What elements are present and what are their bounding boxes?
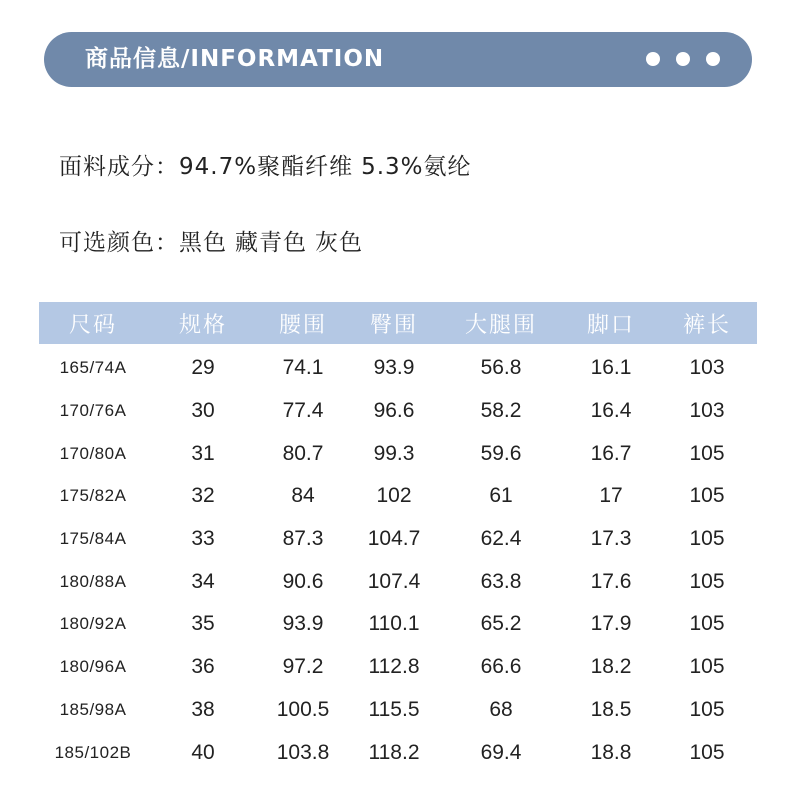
cell-length: 105 [689,441,725,465]
cell-size: 165/74A [59,358,127,378]
cell-thigh: 61 [489,484,513,508]
cell-waist: 90.6 [282,569,324,593]
cell-hip: 102 [376,484,412,508]
cell-size: 170/76A [59,401,127,421]
cell-leg-opening: 16.7 [590,441,632,465]
cell-spec: 33 [191,527,215,551]
cell-hip: 99.3 [373,441,415,465]
cell-spec: 34 [191,569,215,593]
cell-waist: 103.8 [276,740,330,764]
cell-hip: 110.1 [368,612,420,636]
table-row [39,731,757,774]
cell-leg-opening: 17.9 [590,612,632,636]
cell-spec: 40 [191,740,215,764]
dot-icon [706,52,720,66]
cell-spec: 31 [191,441,215,465]
cell-leg-opening: 17 [599,484,623,508]
cell-waist: 77.4 [282,399,324,423]
cell-spec: 30 [191,399,215,423]
cell-waist: 74.1 [282,356,324,380]
cell-size: 180/88A [59,571,127,591]
fabric-value-polyester: 94.7%聚酯纤维 [179,154,354,180]
cell-hip: 96.6 [373,399,415,423]
color-option: 藏青色 [235,230,307,256]
cell-leg-opening: 16.1 [590,356,632,380]
cell-spec: 38 [191,697,215,721]
dot-icon [646,52,660,66]
table-row [39,475,757,518]
cell-thigh: 66.6 [480,655,522,679]
cell-leg-opening: 17.3 [590,527,632,551]
cell-length: 103 [689,356,725,380]
cell-spec: 29 [191,356,215,380]
cell-thigh: 65.2 [480,612,522,636]
cell-thigh: 63.8 [480,569,522,593]
table-row [39,347,757,390]
table-row [39,432,757,475]
cell-leg-opening: 16.4 [590,399,632,423]
cell-thigh: 56.8 [480,356,522,380]
fabric-value-spandex: 5.3%氨纶 [361,154,472,180]
column-header-thigh: 大腿围 [464,312,537,338]
column-header-spec: 规格 [178,312,227,338]
banner-dots [646,52,720,66]
cell-size: 175/84A [59,529,127,549]
cell-hip: 118.2 [368,740,420,764]
cell-length: 105 [689,612,725,636]
cell-length: 105 [689,740,725,764]
cell-hip: 107.4 [367,569,421,593]
column-header-leg-opening: 脚口 [586,312,635,338]
dot-icon [676,52,690,66]
column-header-hip: 臀围 [369,312,418,338]
cell-waist: 84 [291,484,315,508]
cell-hip: 115.5 [368,697,420,721]
color-option: 灰色 [315,230,363,256]
cell-thigh: 62.4 [480,527,522,551]
cell-waist: 100.5 [276,697,330,721]
cell-length: 105 [689,527,725,551]
table-row [39,560,757,603]
cell-length: 105 [689,484,725,508]
size-table [39,302,757,774]
cell-leg-opening: 18.8 [590,740,632,764]
fabric-composition [59,148,472,181]
table-row [39,603,757,646]
available-colors [59,224,363,257]
table-row [39,518,757,561]
cell-size: 185/102B [54,742,132,762]
cell-waist: 97.2 [282,655,324,679]
cell-size: 180/96A [59,657,127,677]
cell-size: 175/82A [59,486,127,506]
info-banner [44,32,752,87]
cell-hip: 112.8 [368,655,420,679]
table-body [39,347,757,774]
table-header [39,302,757,344]
cell-waist: 93.9 [282,612,324,636]
cell-thigh: 69.4 [480,740,522,764]
cell-hip: 93.9 [373,356,415,380]
banner-title: 商品信息/INFORMATION [85,46,385,72]
table-row [39,689,757,732]
cell-size: 180/92A [59,614,127,634]
cell-spec: 35 [191,612,215,636]
column-header-waist: 腰围 [278,312,327,338]
cell-length: 105 [689,569,725,593]
cell-size: 170/80A [59,443,127,463]
fabric-label: 面料成分： [59,154,179,180]
cell-spec: 36 [191,655,215,679]
cell-spec: 32 [191,484,215,508]
cell-waist: 87.3 [282,527,324,551]
table-row [39,390,757,433]
cell-leg-opening: 18.2 [590,655,632,679]
column-header-length: 裤长 [682,312,731,338]
cell-length: 103 [689,399,725,423]
cell-size: 185/98A [59,699,127,719]
cell-thigh: 68 [489,697,513,721]
cell-thigh: 58.2 [480,399,522,423]
color-option: 黑色 [179,230,227,256]
cell-waist: 80.7 [282,441,324,465]
table-row [39,646,757,689]
cell-thigh: 59.6 [480,441,522,465]
cell-leg-opening: 17.6 [590,569,632,593]
cell-hip: 104.7 [367,527,421,551]
cell-length: 105 [689,655,725,679]
colors-label: 可选颜色： [59,230,179,256]
cell-leg-opening: 18.5 [590,697,632,721]
cell-length: 105 [689,697,725,721]
column-header-size: 尺码 [68,312,117,338]
